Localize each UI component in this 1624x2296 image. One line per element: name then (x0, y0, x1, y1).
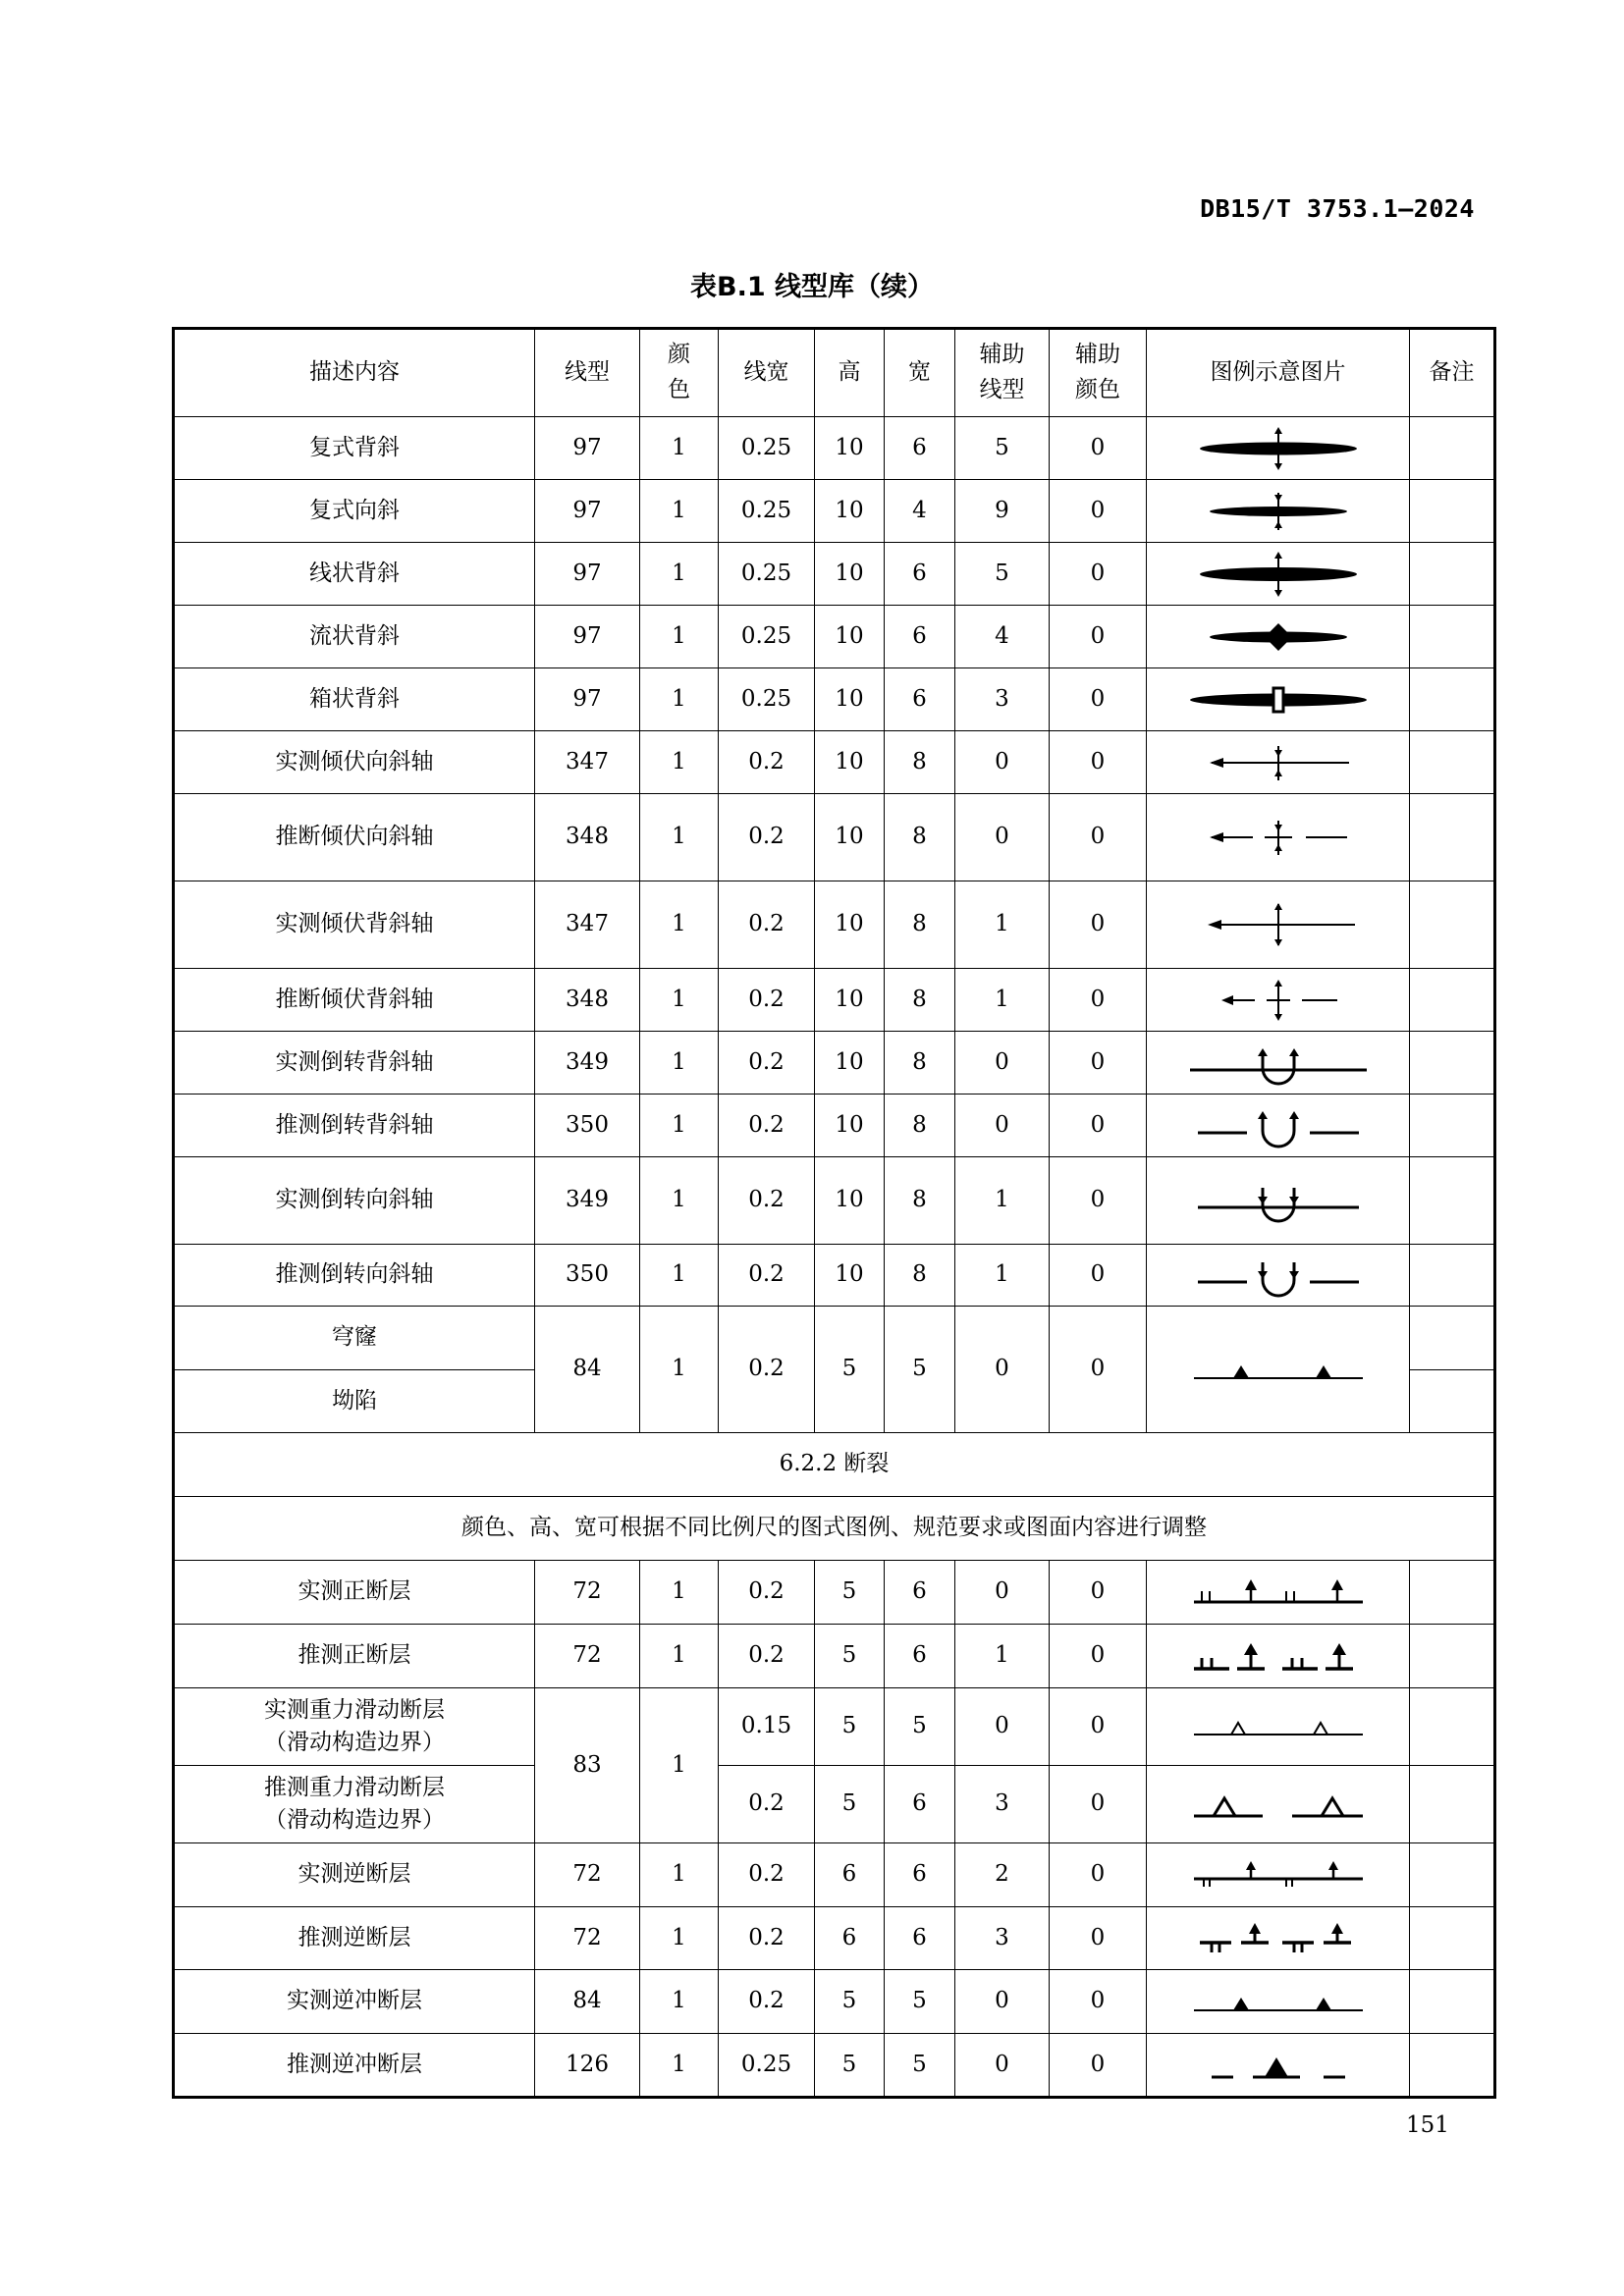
line-width-cell: 0.2 (719, 1032, 815, 1095)
page-number: 151 (1406, 2112, 1449, 2138)
remarks-cell (1410, 1688, 1495, 1766)
height-cell: 10 (815, 881, 885, 969)
inferred-reverse-fault-icon (1190, 1921, 1367, 1956)
aux-color-cell: 0 (1050, 1157, 1147, 1245)
color-cell: 1 (640, 1307, 719, 1433)
width-cell: 8 (885, 1245, 955, 1307)
aux-line-type-cell: 1 (955, 1245, 1050, 1307)
line-width-cell: 0.2 (719, 1970, 815, 2034)
remarks-cell (1410, 731, 1495, 794)
linear-anticline-icon (1190, 548, 1367, 601)
description-cell: 推测逆冲断层 (174, 2034, 535, 2098)
description-cell: 坳陷 (174, 1370, 535, 1433)
line-type-cell: 349 (535, 1032, 640, 1095)
section-rows (174, 1433, 1495, 1561)
line-type-cell: 348 (535, 969, 640, 1032)
aux-color-cell: 0 (1050, 2034, 1147, 2098)
width-cell: 5 (885, 2034, 955, 2098)
line-type-cell: 347 (535, 881, 640, 969)
remarks-cell (1410, 1157, 1495, 1245)
width-cell: 6 (885, 606, 955, 668)
aux-color-cell: 0 (1050, 1970, 1147, 2034)
inferred-plunging-anticline-axis-icon (1190, 974, 1367, 1027)
legend-image-cell (1147, 794, 1410, 881)
aux-color-cell: 0 (1050, 1245, 1147, 1307)
aux-line-type-cell: 1 (955, 969, 1050, 1032)
table-row (174, 1766, 1495, 1843)
header-cell: 描述内容 (174, 329, 535, 417)
gravity-fault-rows (174, 1688, 1495, 1843)
width-cell: 5 (885, 1688, 955, 1766)
color-cell: 1 (640, 1625, 719, 1688)
inferred-overturned-anticline-axis-icon (1190, 1103, 1367, 1148)
measured-thrust-fault-icon (1190, 1987, 1367, 2016)
table-row (174, 668, 1495, 731)
aux-color-cell: 0 (1050, 1032, 1147, 1095)
height-cell: 10 (815, 543, 885, 606)
inferred-thrust-fault-icon (1190, 2048, 1367, 2083)
line-type-cell: 97 (535, 606, 640, 668)
line-width-cell: 0.2 (719, 1625, 815, 1688)
aux-line-type-cell: 5 (955, 543, 1050, 606)
inferred-normal-fault-icon (1190, 1637, 1367, 1675)
table-row (174, 1095, 1495, 1157)
box-anticline-icon (1190, 673, 1367, 726)
width-cell: 5 (885, 1307, 955, 1433)
table-row (174, 881, 1495, 969)
legend-image-cell (1147, 969, 1410, 1032)
aux-color-cell: 0 (1050, 1843, 1147, 1907)
table-row (174, 480, 1495, 543)
legend-image-cell (1147, 1307, 1410, 1433)
height-cell: 5 (815, 2034, 885, 2098)
aux-line-type-cell: 0 (955, 1970, 1050, 2034)
line-type-cell: 348 (535, 794, 640, 881)
legend-image-cell (1147, 1032, 1410, 1095)
width-cell: 8 (885, 969, 955, 1032)
description-cell (174, 1688, 535, 1766)
description-cell: 推测倒转背斜轴 (174, 1095, 535, 1157)
fault-rows (174, 1843, 1495, 2098)
inferred-plunging-syncline-axis-icon (1190, 811, 1367, 864)
color-cell: 1 (640, 1907, 719, 1970)
height-cell: 10 (815, 480, 885, 543)
inferred-overturned-syncline-axis-icon (1190, 1253, 1367, 1298)
line-width-cell: 0.2 (719, 794, 815, 881)
aux-color-cell: 0 (1050, 1095, 1147, 1157)
remarks-cell (1410, 1766, 1495, 1843)
description-cell: 实测正断层 (174, 1561, 535, 1625)
section-heading: 6.2.2 断裂 (174, 1433, 1495, 1497)
description-line: （滑动构造边界） (264, 1807, 445, 1833)
line-width-cell: 0.2 (719, 1307, 815, 1433)
remarks-cell (1410, 1970, 1495, 2034)
aux-line-type-cell: 0 (955, 1032, 1050, 1095)
description-cell: 穹窿 (174, 1307, 535, 1370)
remarks-cell (1410, 1561, 1495, 1625)
line-type-cell: 126 (535, 2034, 640, 2098)
color-cell: 1 (640, 731, 719, 794)
description-cell: 复式背斜 (174, 417, 535, 480)
remarks-cell (1410, 480, 1495, 543)
table-row (174, 417, 1495, 480)
line-type-cell: 97 (535, 543, 640, 606)
height-cell: 5 (815, 1307, 885, 1433)
width-cell: 8 (885, 1095, 955, 1157)
header-cell: 颜色 (640, 329, 719, 417)
description-cell: 线状背斜 (174, 543, 535, 606)
line-type-cell: 72 (535, 1625, 640, 1688)
legend-image-cell (1147, 543, 1410, 606)
aux-color-cell: 0 (1050, 1561, 1147, 1625)
aux-line-type-cell: 0 (955, 1561, 1050, 1625)
line-width-cell: 0.15 (719, 1688, 815, 1766)
color-cell: 1 (640, 1843, 719, 1907)
line-width-cell: 0.25 (719, 543, 815, 606)
legend-image-cell (1147, 731, 1410, 794)
height-cell: 10 (815, 969, 885, 1032)
width-cell: 6 (885, 1843, 955, 1907)
table-row (174, 1970, 1495, 2034)
aux-line-type-cell: 4 (955, 606, 1050, 668)
line-type-cell: 347 (535, 731, 640, 794)
color-cell: 1 (640, 1095, 719, 1157)
compound-anticline-icon (1190, 422, 1367, 475)
aux-line-type-cell: 0 (955, 1307, 1050, 1433)
aux-line-type-cell: 3 (955, 668, 1050, 731)
description-cell: 复式向斜 (174, 480, 535, 543)
legend-image-cell (1147, 1095, 1410, 1157)
table-row (174, 794, 1495, 881)
header-cell: 辅助线型 (955, 329, 1050, 417)
fault-rows (174, 1561, 1495, 1688)
measured-plunging-anticline-axis-icon (1190, 898, 1367, 951)
aux-color-cell: 0 (1050, 969, 1147, 1032)
description-cell: 实测倾伏向斜轴 (174, 731, 535, 794)
width-cell: 6 (885, 1561, 955, 1625)
legend-image-cell (1147, 606, 1410, 668)
color-cell: 1 (640, 1157, 719, 1245)
description-line: 推测重力滑动断层 (264, 1774, 445, 1800)
description-cell: 实测倒转向斜轴 (174, 1157, 535, 1245)
color-cell: 1 (640, 1688, 719, 1843)
description-cell: 推测倒转向斜轴 (174, 1245, 535, 1307)
remarks-cell (1410, 1032, 1495, 1095)
line-type-cell: 72 (535, 1843, 640, 1907)
height-cell: 10 (815, 668, 885, 731)
aux-color-cell: 0 (1050, 881, 1147, 969)
description-cell: 推测正断层 (174, 1625, 535, 1688)
section-note: 颜色、高、宽可根据不同比例尺的图式图例、规范要求或图面内容进行调整 (174, 1497, 1495, 1561)
legend-image-cell (1147, 1843, 1410, 1907)
height-cell: 10 (815, 417, 885, 480)
table-row (174, 731, 1495, 794)
remarks-cell (1410, 606, 1495, 668)
color-cell: 1 (640, 794, 719, 881)
aux-line-type-cell: 1 (955, 881, 1050, 969)
legend-image-cell (1147, 668, 1410, 731)
legend-image-cell (1147, 1688, 1410, 1766)
remarks-cell (1410, 668, 1495, 731)
aux-color-cell: 0 (1050, 1688, 1147, 1766)
measured-normal-fault-icon (1190, 1576, 1367, 1608)
line-width-cell: 0.25 (719, 2034, 815, 2098)
fold-rows (174, 417, 1495, 1307)
aux-color-cell: 0 (1050, 480, 1147, 543)
aux-color-cell: 0 (1050, 668, 1147, 731)
header-cell: 宽 (885, 329, 955, 417)
measured-gravity-slide-fault-icon (1190, 1713, 1367, 1740)
description-cell: 实测倾伏背斜轴 (174, 881, 535, 969)
line-type-cell: 350 (535, 1095, 640, 1157)
line-type-cell: 84 (535, 1307, 640, 1433)
legend-image-cell (1147, 2034, 1410, 2098)
aux-line-type-cell: 9 (955, 480, 1050, 543)
height-cell: 6 (815, 1907, 885, 1970)
remarks-cell (1410, 1907, 1495, 1970)
legend-image-cell (1147, 1970, 1410, 2034)
aux-color-cell: 0 (1050, 1907, 1147, 1970)
height-cell: 5 (815, 1561, 885, 1625)
aux-line-type-cell: 0 (955, 2034, 1050, 2098)
description-cell: 实测逆冲断层 (174, 1970, 535, 2034)
header-cell: 线宽 (719, 329, 815, 417)
table-title: 表B.1 线型库（续） (689, 272, 935, 302)
flow-anticline-icon (1190, 611, 1367, 664)
header-cell: 高 (815, 329, 885, 417)
line-type-cell: 84 (535, 1970, 640, 2034)
aux-line-type-cell: 0 (955, 794, 1050, 881)
height-cell: 6 (815, 1843, 885, 1907)
color-cell: 1 (640, 1561, 719, 1625)
line-type-cell: 83 (535, 1688, 640, 1843)
remarks-cell (1410, 417, 1495, 480)
width-cell: 8 (885, 1032, 955, 1095)
description-cell: 实测逆断层 (174, 1843, 535, 1907)
height-cell: 5 (815, 1688, 885, 1766)
height-cell: 5 (815, 1970, 885, 2034)
line-type-cell: 350 (535, 1245, 640, 1307)
remarks-cell (1410, 969, 1495, 1032)
color-cell: 1 (640, 969, 719, 1032)
legend-image-cell (1147, 1907, 1410, 1970)
color-cell: 1 (640, 543, 719, 606)
line-width-cell: 0.2 (719, 969, 815, 1032)
remarks-cell (1410, 1843, 1495, 1907)
description-cell: 流状背斜 (174, 606, 535, 668)
color-cell: 1 (640, 1970, 719, 2034)
line-type-cell: 349 (535, 1157, 640, 1245)
line-type-cell: 72 (535, 1561, 640, 1625)
compound-syncline-icon (1190, 485, 1367, 538)
table-row (174, 1307, 1495, 1370)
color-cell: 1 (640, 1032, 719, 1095)
aux-color-cell: 0 (1050, 1766, 1147, 1843)
height-cell: 10 (815, 731, 885, 794)
description-cell: 实测倒转背斜轴 (174, 1032, 535, 1095)
height-cell: 10 (815, 1032, 885, 1095)
aux-line-type-cell: 1 (955, 1157, 1050, 1245)
color-cell: 1 (640, 417, 719, 480)
aux-color-cell: 0 (1050, 417, 1147, 480)
height-cell: 10 (815, 1157, 885, 1245)
line-width-cell: 0.2 (719, 1095, 815, 1157)
measured-overturned-syncline-axis-icon (1190, 1178, 1367, 1223)
description-line: （滑动构造边界） (264, 1730, 445, 1755)
aux-color-cell: 0 (1050, 731, 1147, 794)
aux-line-type-cell: 0 (955, 1095, 1050, 1157)
header-cell: 辅助颜色 (1050, 329, 1147, 417)
aux-color-cell: 0 (1050, 794, 1147, 881)
line-type-cell: 97 (535, 668, 640, 731)
description-cell: 推测逆断层 (174, 1907, 535, 1970)
legend-image-cell (1147, 1245, 1410, 1307)
aux-line-type-cell: 3 (955, 1766, 1050, 1843)
table-row (174, 1688, 1495, 1766)
height-cell: 10 (815, 1245, 885, 1307)
table-row (174, 606, 1495, 668)
legend-image-cell (1147, 480, 1410, 543)
remarks-cell (1410, 881, 1495, 969)
width-cell: 6 (885, 1625, 955, 1688)
header-cell: 备注 (1410, 329, 1495, 417)
aux-color-cell: 0 (1050, 1625, 1147, 1688)
line-type-table (172, 327, 1496, 2099)
table-row (174, 1561, 1495, 1625)
legend-image-cell (1147, 417, 1410, 480)
measured-reverse-fault-icon (1190, 1859, 1367, 1891)
remarks-cell (1410, 1370, 1495, 1433)
remarks-cell (1410, 794, 1495, 881)
description-cell: 推断倾伏向斜轴 (174, 794, 535, 881)
width-cell: 4 (885, 480, 955, 543)
description-cell: 推断倾伏背斜轴 (174, 969, 535, 1032)
line-width-cell: 0.25 (719, 606, 815, 668)
aux-line-type-cell: 1 (955, 1625, 1050, 1688)
header-row (174, 329, 1495, 417)
legend-image-cell (1147, 881, 1410, 969)
remarks-cell (1410, 543, 1495, 606)
width-cell: 8 (885, 794, 955, 881)
width-cell: 8 (885, 1157, 955, 1245)
table-row (174, 1245, 1495, 1307)
description-cell: 箱状背斜 (174, 668, 535, 731)
color-cell: 1 (640, 881, 719, 969)
height-cell: 5 (815, 1766, 885, 1843)
width-cell: 8 (885, 731, 955, 794)
color-cell: 1 (640, 480, 719, 543)
line-width-cell: 0.2 (719, 1157, 815, 1245)
dome-depression-icon (1190, 1355, 1367, 1384)
line-type-cell: 97 (535, 417, 640, 480)
remarks-cell (1410, 2034, 1495, 2098)
table-row (174, 1032, 1495, 1095)
aux-color-cell: 0 (1050, 1307, 1147, 1433)
line-width-cell: 0.2 (719, 1561, 815, 1625)
line-width-cell: 0.2 (719, 1843, 815, 1907)
color-cell: 1 (640, 1245, 719, 1307)
aux-color-cell: 0 (1050, 543, 1147, 606)
remarks-cell (1410, 1095, 1495, 1157)
line-type-cell: 72 (535, 1907, 640, 1970)
line-width-cell: 0.25 (719, 668, 815, 731)
line-width-cell: 0.25 (719, 417, 815, 480)
height-cell: 10 (815, 606, 885, 668)
line-width-cell: 0.2 (719, 881, 815, 969)
remarks-cell (1410, 1307, 1495, 1370)
remarks-cell (1410, 1625, 1495, 1688)
color-cell: 1 (640, 2034, 719, 2098)
measured-overturned-anticline-axis-icon (1190, 1041, 1367, 1086)
height-cell: 10 (815, 1095, 885, 1157)
width-cell: 6 (885, 668, 955, 731)
height-cell: 10 (815, 794, 885, 881)
remarks-cell (1410, 1245, 1495, 1307)
aux-line-type-cell: 3 (955, 1907, 1050, 1970)
height-cell: 5 (815, 1625, 885, 1688)
width-cell: 5 (885, 1970, 955, 2034)
width-cell: 6 (885, 1907, 955, 1970)
description-cell (174, 1766, 535, 1843)
color-cell: 1 (640, 668, 719, 731)
line-type-cell: 97 (535, 480, 640, 543)
aux-line-type-cell: 0 (955, 1688, 1050, 1766)
aux-line-type-cell: 0 (955, 731, 1050, 794)
legend-image-cell (1147, 1625, 1410, 1688)
width-cell: 6 (885, 417, 955, 480)
width-cell: 8 (885, 881, 955, 969)
line-width-cell: 0.25 (719, 480, 815, 543)
document-code: DB15/T 3753.1—2024 (1200, 194, 1475, 223)
inferred-gravity-slide-fault-icon (1190, 1787, 1367, 1822)
table-row (174, 1157, 1495, 1245)
header-cell: 图例示意图片 (1147, 329, 1410, 417)
table-row (174, 1907, 1495, 1970)
dome-rows (174, 1307, 1495, 1433)
legend-image-cell (1147, 1561, 1410, 1625)
aux-color-cell: 0 (1050, 606, 1147, 668)
line-width-cell: 0.2 (719, 1907, 815, 1970)
table-row (174, 969, 1495, 1032)
aux-line-type-cell: 2 (955, 1843, 1050, 1907)
line-width-cell: 0.2 (719, 1766, 815, 1843)
table-row (174, 543, 1495, 606)
table-row (174, 1843, 1495, 1907)
width-cell: 6 (885, 1766, 955, 1843)
table-row (174, 1625, 1495, 1688)
color-cell: 1 (640, 606, 719, 668)
aux-line-type-cell: 5 (955, 417, 1050, 480)
width-cell: 6 (885, 543, 955, 606)
header-cell: 线型 (535, 329, 640, 417)
description-line: 实测重力滑动断层 (264, 1696, 445, 1723)
measured-plunging-syncline-axis-icon (1190, 736, 1367, 789)
legend-image-cell (1147, 1157, 1410, 1245)
table-row (174, 2034, 1495, 2098)
legend-image-cell (1147, 1766, 1410, 1843)
line-width-cell: 0.2 (719, 731, 815, 794)
line-width-cell: 0.2 (719, 1245, 815, 1307)
